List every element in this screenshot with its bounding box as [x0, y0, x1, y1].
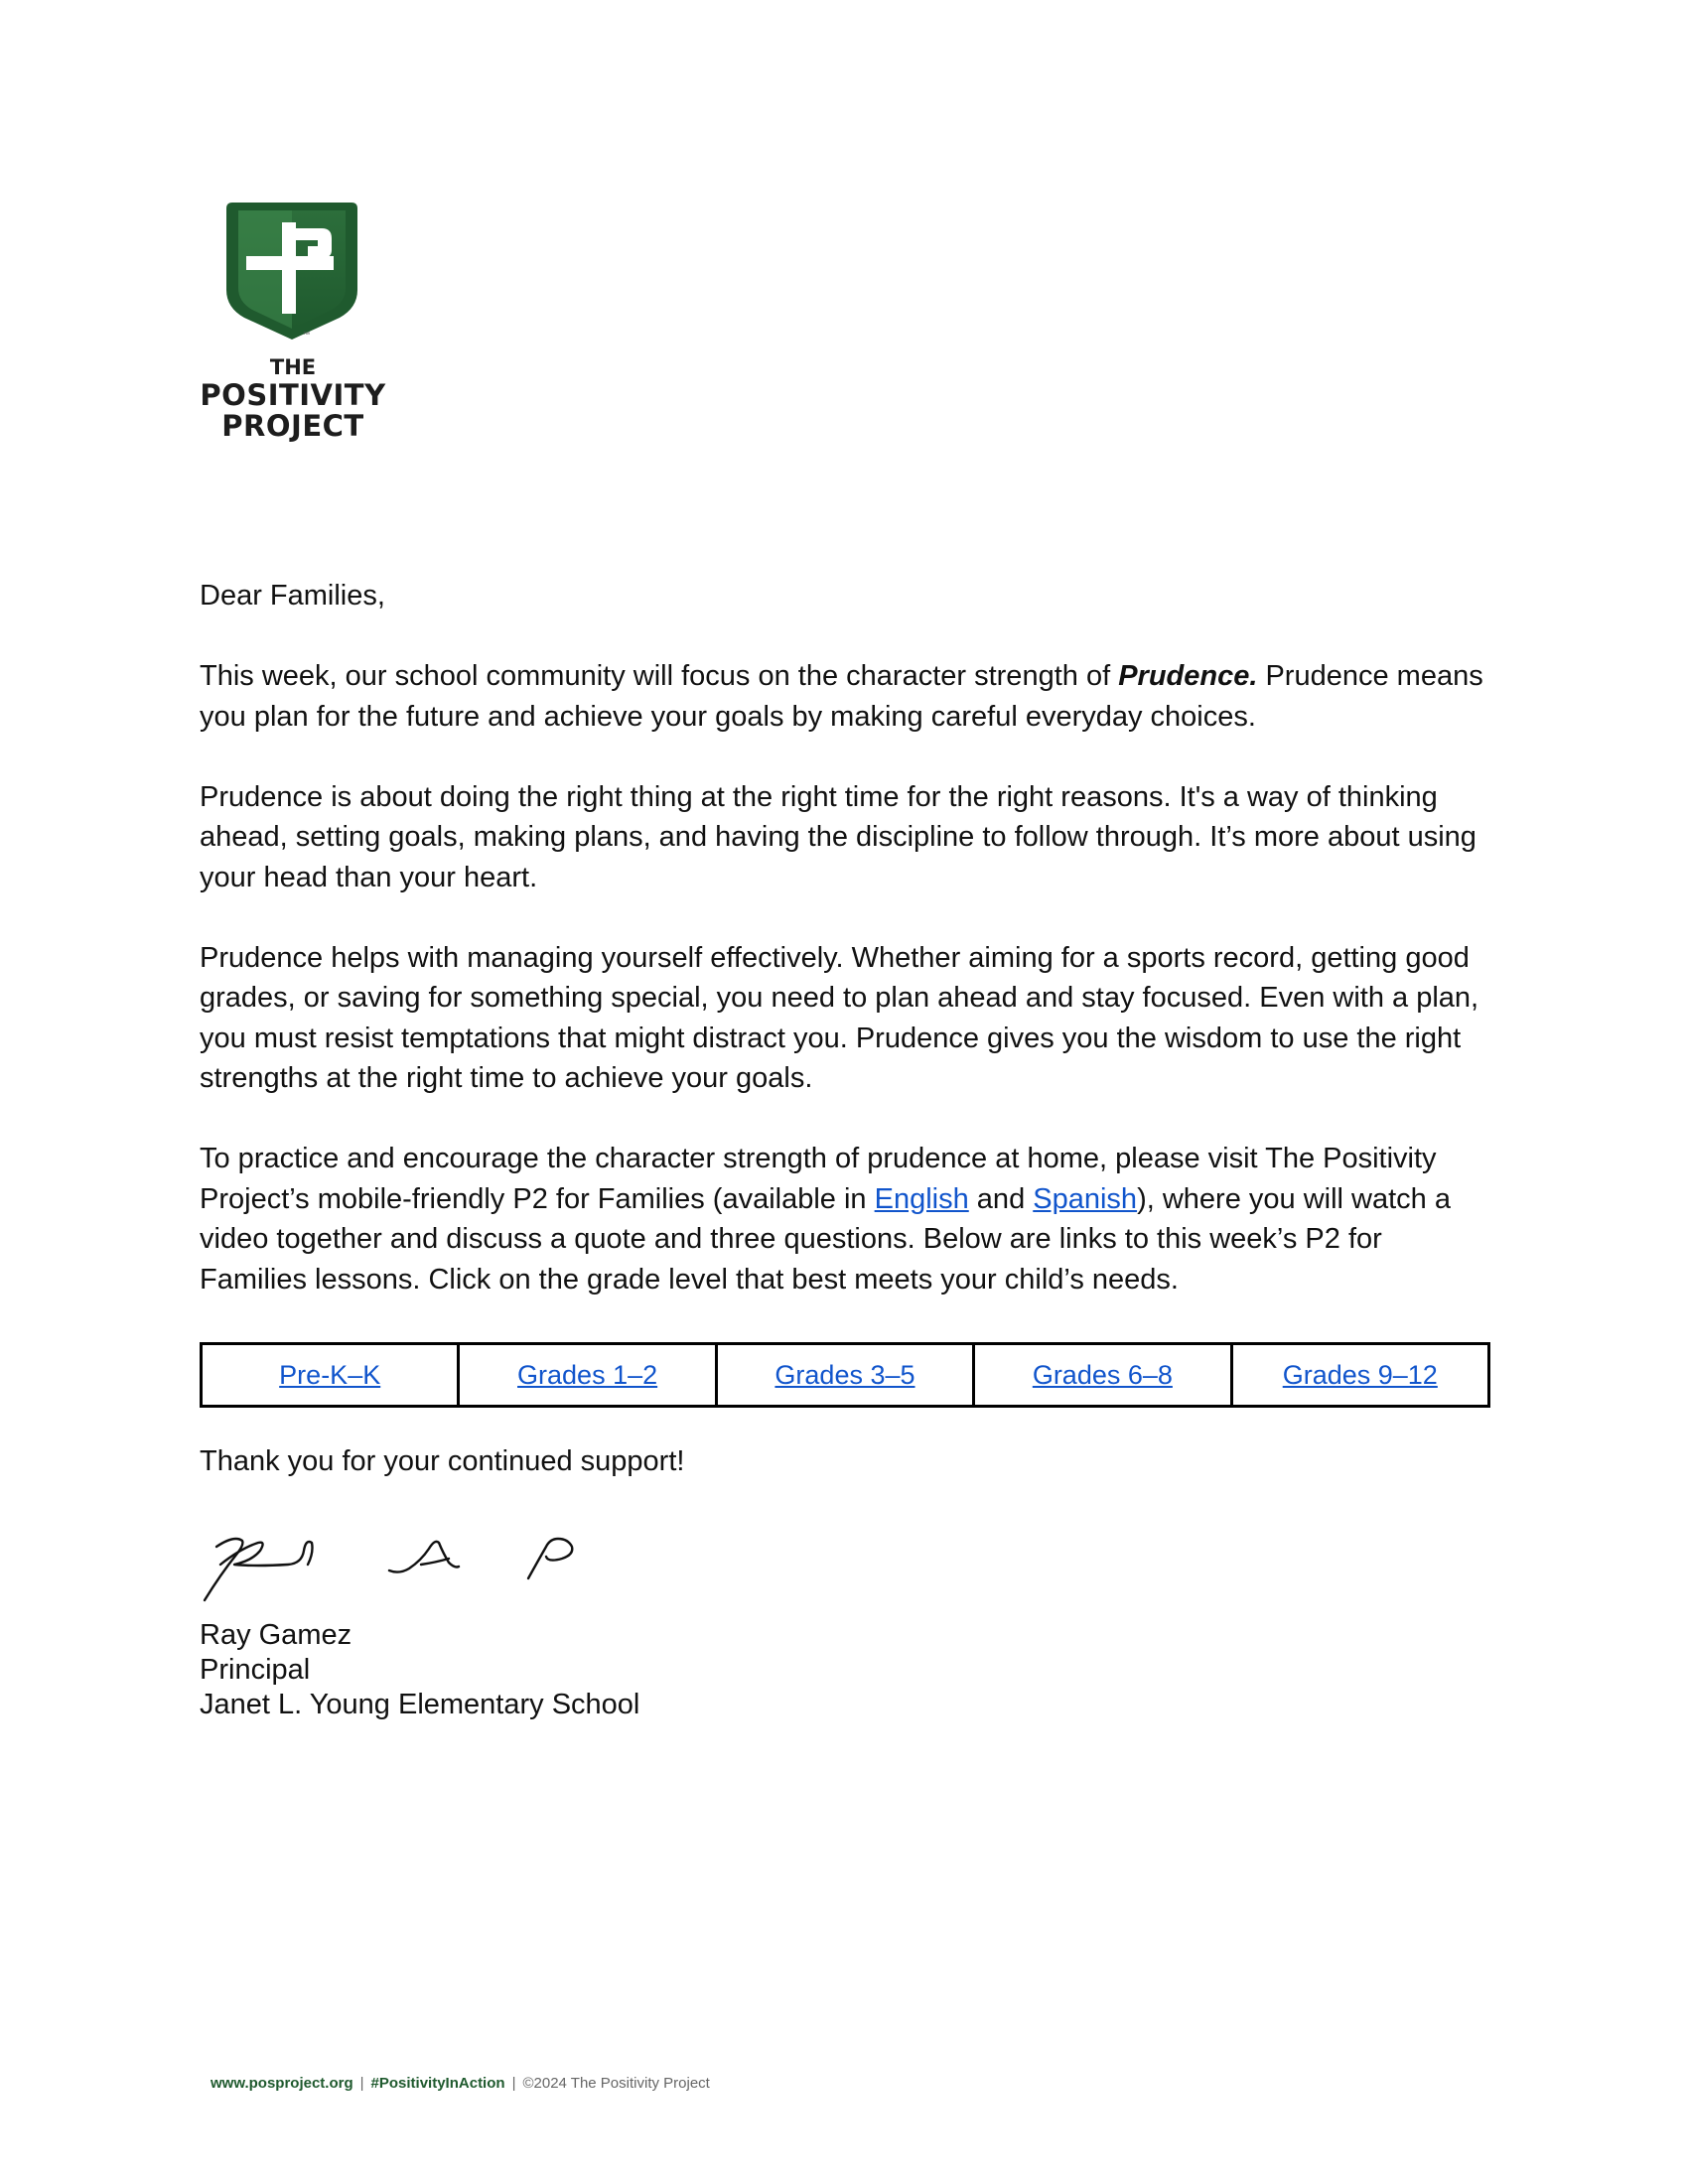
trademark-symbol: ™ — [303, 332, 310, 339]
grade-links-row — [202, 1344, 1489, 1407]
grade-cell-3-5 — [716, 1344, 973, 1407]
logo-line-positivity: POSITIVITY — [200, 378, 386, 412]
grade-cell-6-8 — [974, 1344, 1231, 1407]
grade-links-table — [200, 1342, 1490, 1408]
page-footer — [211, 2075, 710, 2092]
handwritten-signature — [199, 1509, 596, 1608]
p4-text-before: To practice and encourage the character strength of prudence at home, please visit The Positivity Project’s mobile-friendly P2 for Families (available in — [200, 1143, 1437, 1215]
grade-cell-9-12 — [1231, 1344, 1488, 1407]
signer-school: Janet L. Young Elementary School — [200, 1689, 640, 1720]
signer-title: Principal — [200, 1654, 311, 1686]
signer-block — [200, 1618, 639, 1722]
shield-plus-icon — [222, 199, 361, 342]
grade-link-3-5[interactable]: Grades 3–5 — [774, 1359, 915, 1390]
p1-text-after: Prudence means you plan for the future and achieve your goals by making careful everyday choices. — [200, 660, 1483, 733]
letter-body — [200, 576, 1490, 1340]
footer-separator: | — [511, 2075, 516, 2092]
logo-line-project: PROJECT — [221, 409, 364, 443]
logo-wordmark — [199, 357, 387, 441]
grade-cell-1-2 — [459, 1344, 716, 1407]
footer-website[interactable]: www.posproject.org — [211, 2075, 353, 2092]
p4-text-and: and — [968, 1182, 1034, 1215]
paragraph-intro — [200, 656, 1490, 737]
grade-link-1-2[interactable]: Grades 1–2 — [517, 1359, 658, 1390]
paragraph-resources — [200, 1139, 1490, 1299]
paragraph-definition: Prudence is about doing the right thing at the right time for the right reasons. It's a way of thinking ahead, setting goals, making plans, and having the discipline to follow through. It’s more about using your head than your heart. — [200, 780, 1477, 893]
strength-name: Prudence. — [1118, 660, 1258, 692]
grade-cell-prek-k — [202, 1344, 459, 1407]
closing-line: Thank you for your continued support! — [200, 1445, 685, 1477]
grade-link-6-8[interactable]: Grades 6–8 — [1032, 1359, 1173, 1390]
paragraph-benefits: Prudence helps with managing yourself effectively. Whether aiming for a sports record, getting good grades, or saving for something special, you need to plan ahead and stay focused. Even with a plan, you must resist temptations that might distract you. Prudence gives you the wisdom to use the right strengths at the right time to achieve your goals. — [200, 941, 1479, 1094]
grade-link-9-12[interactable]: Grades 9–12 — [1282, 1359, 1438, 1390]
logo-line-the: THE — [269, 355, 317, 379]
footer-copyright: ©2024 The Positivity Project — [522, 2075, 710, 2092]
p1-text-before: This week, our school community will focus on the character strength of — [200, 660, 1119, 692]
p4-text-after: ), where you will watch a video together and discuss a quote and three questions. Below are links to this week’s P2 for Families lessons. Click on the grade level that best meets your child’s needs. — [200, 1182, 1451, 1296]
greeting: Dear Families, — [200, 580, 385, 612]
english-link[interactable]: English — [874, 1182, 969, 1215]
footer-hashtag[interactable]: #PositivityInAction — [370, 2075, 505, 2092]
footer-separator: | — [359, 2075, 364, 2092]
signer-name: Ray Gamez — [200, 1619, 352, 1651]
grade-link-prek-k[interactable]: Pre-K–K — [279, 1359, 381, 1390]
positivity-project-logo — [199, 199, 387, 447]
spanish-link[interactable]: Spanish — [1033, 1182, 1138, 1215]
